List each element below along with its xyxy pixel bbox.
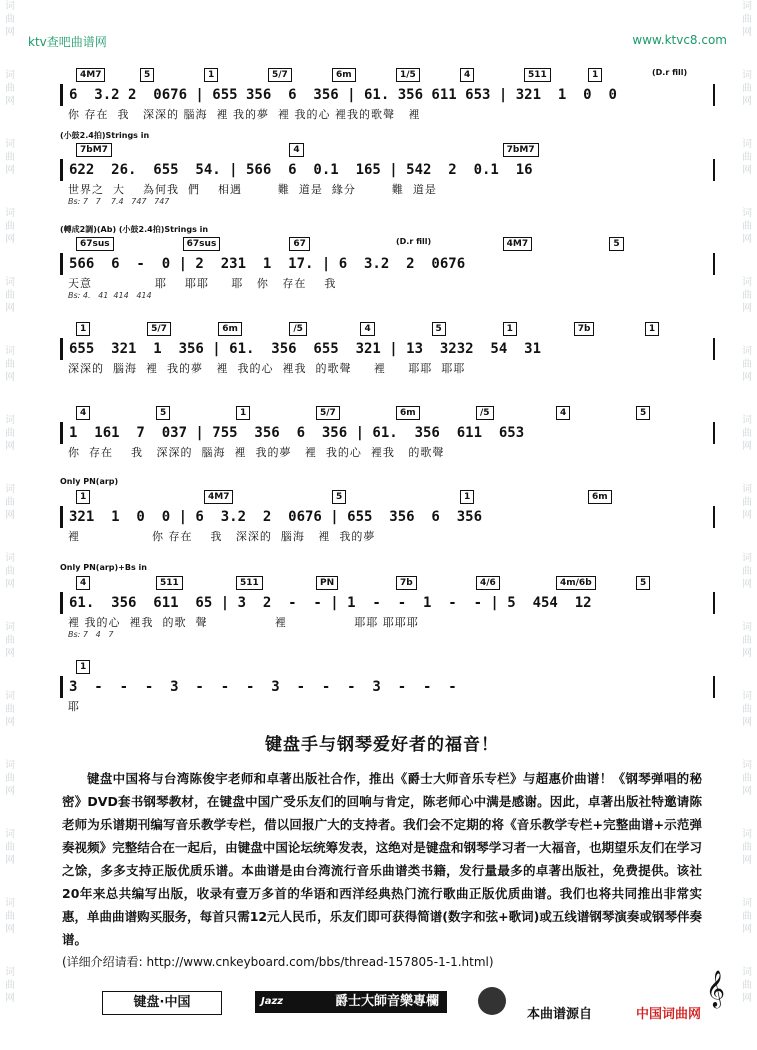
watermark-text: 词曲网 <box>5 415 15 452</box>
promo-section <box>62 730 702 974</box>
score-system <box>60 68 715 122</box>
chord-symbol: 5 <box>636 576 650 590</box>
watermark-text: 词曲网 <box>742 484 752 521</box>
chord-symbol: 1 <box>460 490 474 504</box>
score-system <box>60 225 715 303</box>
chord-symbol: 5 <box>332 490 346 504</box>
source-label: 本曲谱源自 <box>527 1007 593 1022</box>
watermark-text: 词曲网 <box>5 484 15 521</box>
watermark-text: 词曲网 <box>742 898 752 935</box>
lyrics-row: 耶 <box>68 700 80 713</box>
chord-symbol: 1 <box>588 68 602 82</box>
chord-symbol: 4M7 <box>503 237 532 251</box>
jazz-column-text: 爵士大師音樂專欄 <box>334 994 439 1009</box>
chord-symbol: 4 <box>289 143 303 157</box>
chord-symbol: 4M7 <box>76 68 105 82</box>
chord-symbol: 5 <box>140 68 154 82</box>
chord-symbol: 1 <box>76 660 90 674</box>
chord-symbol: 1 <box>76 490 90 504</box>
chord-symbol: 7bM7 <box>76 143 112 157</box>
watermark-text: 词曲网 <box>742 277 752 314</box>
publisher-logo-icon <box>478 987 506 1015</box>
lyrics-row: 天意 耶 耶耶 耶 你 存在 我 <box>68 277 337 290</box>
watermark-text: 词曲网 <box>742 70 752 107</box>
source-site[interactable]: 中国词曲网 <box>636 1007 702 1022</box>
chord-symbol: 511 <box>524 68 551 82</box>
chord-symbol: 1 <box>204 68 218 82</box>
notation-row: 321 1 0 0 | 6 3.2 2 0676 | 655 356 6 356 <box>60 506 715 528</box>
header-left[interactable]: ktv查吧曲谱网 <box>28 35 107 49</box>
chord-row <box>60 143 715 159</box>
watermark-text: 词曲网 <box>742 691 752 728</box>
chord-symbol: 4 <box>460 68 474 82</box>
chord-symbol: 7bM7 <box>503 143 539 157</box>
performance-note: (轉成2調)(Ab) (小鼓2.4拍)Strings in <box>60 225 209 234</box>
chord-row <box>60 490 715 506</box>
chord-symbol: 6m <box>396 406 420 420</box>
performance-note: Only PN(arp) <box>60 477 119 486</box>
footer-logos <box>0 969 757 1025</box>
chord-row <box>60 237 715 253</box>
treble-clef-icon: 𝄞 <box>706 969 725 1007</box>
watermark-text: 词曲网 <box>742 553 752 590</box>
chord-symbol: 4 <box>556 406 570 420</box>
chord-row <box>60 660 715 676</box>
chord-symbol: 6m <box>218 322 242 336</box>
watermark-text: 词曲网 <box>5 622 15 659</box>
lyrics-row: 深深的 腦海 裡 我的夢 裡 我的心 裡我 的歌聲 裡 耶耶 耶耶 <box>68 362 466 375</box>
chord-symbol: 511 <box>156 576 183 590</box>
chord-symbol: 511 <box>236 576 263 590</box>
watermark-text: 词曲网 <box>742 622 752 659</box>
chord-symbol: 7b <box>574 322 595 336</box>
watermark-text: 词曲网 <box>5 346 15 383</box>
watermark-text: 词曲网 <box>5 691 15 728</box>
watermark-right: 词曲网 词曲网 词曲网 词曲网 词曲网 词曲网 词曲网 词曲网 词曲网 词曲网 词曲网 词曲网 词曲网 词曲网 词曲网 <box>739 0 755 1050</box>
watermark-text: 词曲网 <box>5 70 15 107</box>
jazz-column-logo <box>255 991 447 1013</box>
bass-row: Bs: 7 4 7 <box>68 630 114 639</box>
watermark-text: 词曲网 <box>5 898 15 935</box>
lyrics-row: 裡 你 存在 我 深深的 腦海 裡 我的夢 <box>68 530 376 543</box>
watermark-text: 词曲网 <box>742 208 752 245</box>
chord-row <box>60 576 715 592</box>
chord-symbol: 5 <box>609 237 623 251</box>
chord-symbol: (D.r fill) <box>652 68 688 77</box>
header-right[interactable]: www.ktvc8.com <box>632 33 727 47</box>
performance-note: (小鼓2.4拍)Strings in <box>60 131 150 140</box>
watermark-text: 词曲网 <box>742 139 752 176</box>
score-system <box>60 131 715 209</box>
chord-symbol: 4 <box>76 576 90 590</box>
chord-symbol: 7b <box>396 576 417 590</box>
chord-symbol: /5 <box>289 322 307 336</box>
lyrics-row: 你 存在 我 深深的 腦海 裡 我的夢 裡 我的心 裡我 的歌聲 <box>68 446 445 459</box>
watermark-text: 词曲网 <box>742 829 752 866</box>
chord-symbol: 5 <box>156 406 170 420</box>
watermark-text: 词曲网 <box>742 760 752 797</box>
watermark-text: 词曲网 <box>742 967 752 1004</box>
chord-symbol: /5 <box>476 406 494 420</box>
chord-symbol: 5/7 <box>147 322 171 336</box>
chord-row <box>60 406 715 422</box>
chord-symbol: 67 <box>289 237 310 251</box>
chord-symbol: 4M7 <box>204 490 233 504</box>
chord-symbol: (D.r fill) <box>396 237 432 246</box>
chord-symbol: PN <box>316 576 338 590</box>
chord-symbol: 5/7 <box>316 406 340 420</box>
watermark-text: 词曲网 <box>5 277 15 314</box>
chord-symbol: 4 <box>360 322 374 336</box>
bass-row: Bs: 7 7 7.4 747 747 <box>68 197 178 206</box>
notation-row: 566 6 - 0 | 2 231 1 17. | 6 3.2 2 0676 <box>60 253 715 275</box>
chord-symbol: 4m/6b <box>556 576 596 590</box>
watermark-text: 词曲网 <box>742 346 752 383</box>
score-system <box>60 322 715 376</box>
watermark-text: 词曲网 <box>742 415 752 452</box>
notation-row: 6 3.2 2 0676 | 655 356 6 356 | 61. 356 611 653 | 321 1 0 0 <box>60 84 715 106</box>
promo-detail-link[interactable]: (详细介绍请看: http://www.cnkeyboard.com/bbs/thread-157805-1-1.html) <box>62 955 494 969</box>
watermark-text: 词曲网 <box>5 208 15 245</box>
score-system <box>60 660 715 714</box>
watermark-text: 词曲网 <box>5 829 15 866</box>
score-system <box>60 563 715 642</box>
performance-note: Only PN(arp)+Bs in <box>60 563 147 572</box>
chord-symbol: 5 <box>636 406 650 420</box>
lyrics-row: 你 存在 我 深深的 腦海 裡 我的夢 裡 我的心 裡我的歌聲 裡 <box>68 108 421 121</box>
notation-row: 655 321 1 356 | 61. 356 655 321 | 13 3232 54 31 <box>60 338 715 360</box>
watermark-text: 词曲网 <box>5 139 15 176</box>
lyrics-row: 裡 我的心 裡我 的歌 聲 裡 耶耶 耶耶耶 <box>68 616 419 629</box>
promo-paragraph: 键盘中国将与台湾陈俊宇老师和卓著出版社合作，推出《爵士大师音乐专栏》与超惠价曲谱！《钢琴弹唱的秘密》DVD套书钢琴教材，在键盘中国广受乐友们的回响与肯定，陈老师心中满是感谢。因此，卓著出版社特邀请陈老师为乐谱期刊编写音乐教学专栏，借以回报广大的支持者。我们会不定期的将《音乐教学专栏+完整曲谱+示范弹奏视频》完整结合在一起后，由键盘中国论坛统筹发表，这绝对是键盘和钢琴学习者一大福音，也期望乐友们在学习之馀，多多支持正版优质乐谱。本曲谱是由台湾流行音乐曲谱类书籍，发行量最多的卓著出版社，免费提供。该社20年来总共编写出版，收录有壹万多首的华语和西洋经典热门流行歌曲正版优质曲谱。我们也将共同推出非常实惠，单曲曲谱购买服务，每首只需12元人民币，乐友们即可获得简谱(数字和弦+歌词)或五线谱钢琴演奏或钢琴伴奏谱。 <box>62 771 702 947</box>
chord-row <box>60 322 715 338</box>
watermark-text: 词曲网 <box>5 967 15 1004</box>
chord-row <box>60 68 715 84</box>
chord-symbol: 67sus <box>183 237 221 251</box>
chord-symbol: 1 <box>76 322 90 336</box>
keyboard-china-logo: 键盘·中国 <box>102 991 222 1015</box>
bass-row: Bs: 4. 41 414 414 <box>68 291 152 300</box>
chord-symbol: 1 <box>645 322 659 336</box>
chord-symbol: 1/5 <box>396 68 420 82</box>
chord-symbol: 1 <box>236 406 250 420</box>
watermark-text: 词曲网 <box>5 760 15 797</box>
chord-symbol: 5 <box>432 322 446 336</box>
watermark-left: 词曲网 词曲网 词曲网 词曲网 词曲网 词曲网 词曲网 词曲网 词曲网 词曲网 词曲网 词曲网 词曲网 词曲网 词曲网 <box>2 0 18 1050</box>
chord-symbol: 6m <box>332 68 356 82</box>
promo-title: 键盘手与钢琴爱好者的福音！ <box>265 735 499 755</box>
lyrics-row: 世界之 大 為何我 們 相遇 難 道是 緣分 難 道是 <box>68 183 437 196</box>
chord-symbol: 4 <box>76 406 90 420</box>
chord-symbol: 67sus <box>76 237 114 251</box>
score-system <box>60 477 715 544</box>
chord-symbol: 6m <box>588 490 612 504</box>
chord-symbol: 4/6 <box>476 576 500 590</box>
notation-row: 622 26. 655 54. | 566 6 0.1 165 | 542 2 0.1 16 <box>60 159 715 181</box>
notation-row: 61. 356 611 65 | 3 2 - - | 1 - - 1 - - | 5 454 12 <box>60 592 715 614</box>
notation-row: 1 161 7 037 | 755 356 6 356 | 61. 356 611 653 <box>60 422 715 444</box>
notation-row: 3 - - - 3 - - - 3 - - - 3 - - - <box>60 676 715 698</box>
jazz-small-text: Jazz <box>261 996 284 1007</box>
score-system <box>60 406 715 460</box>
watermark-text: 词曲网 <box>5 553 15 590</box>
chord-symbol: 5/7 <box>268 68 292 82</box>
chord-symbol: 1 <box>503 322 517 336</box>
